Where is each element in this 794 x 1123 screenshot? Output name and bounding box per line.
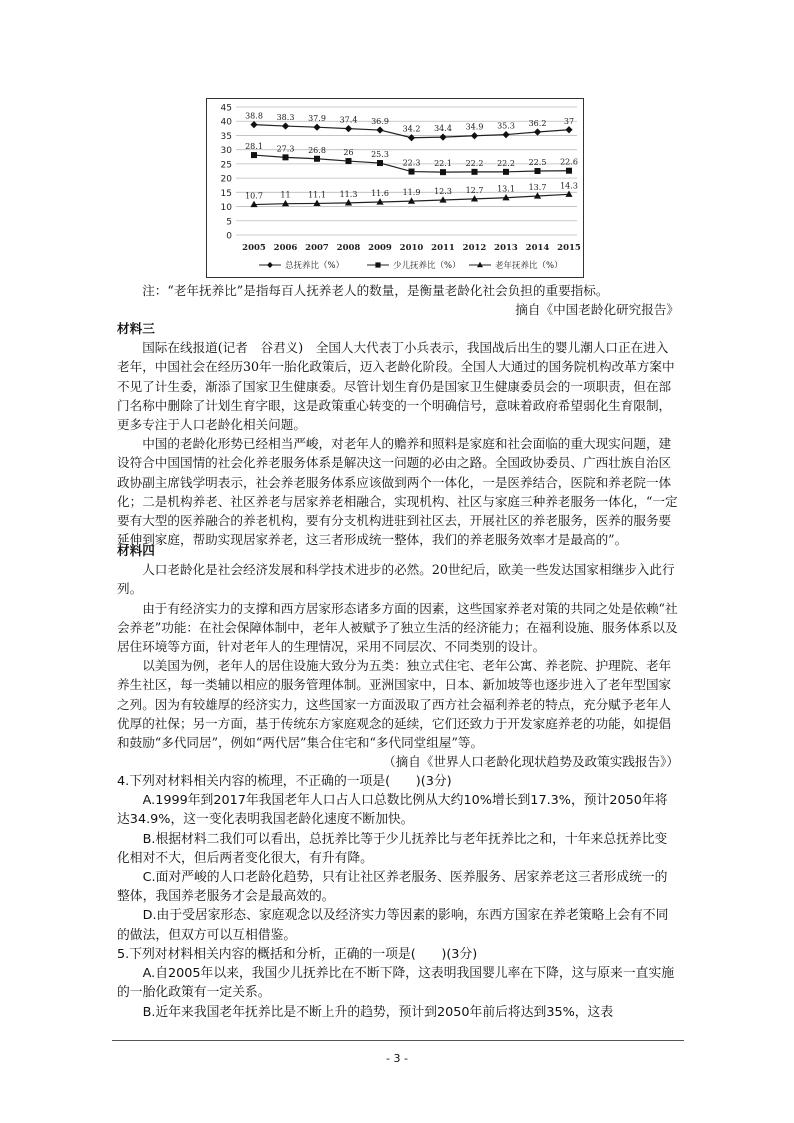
data-point: [502, 131, 509, 138]
data-label: 22.5: [528, 158, 547, 167]
legend-marker: [375, 262, 380, 267]
data-point: [472, 169, 478, 175]
x-tick-label: 2009: [368, 243, 392, 253]
question-5-option-a: A.自2005年以来，我国少儿抚养比在不断下降，这表明我国婴儿率在下降，这与原来一直实施的一胎化政策有一定关系。: [117, 966, 675, 1001]
data-point: [440, 169, 446, 175]
data-label: 22.3: [402, 158, 421, 168]
data-label: 36.2: [528, 119, 547, 129]
data-label: 11.1: [308, 190, 326, 200]
data-label: 34.9: [465, 122, 484, 132]
y-tick-label: 15: [220, 188, 232, 199]
data-point: [471, 132, 478, 139]
page-number: - 3 -: [386, 1052, 408, 1065]
y-tick-label: 30: [220, 146, 232, 157]
data-label: 37: [563, 116, 575, 126]
data-label: 34.4: [434, 124, 452, 134]
data-point: [377, 160, 383, 166]
data-label: 22.2: [465, 158, 484, 168]
data-label: 22.2: [497, 158, 515, 168]
data-point: [346, 158, 352, 164]
data-label: 36.9: [371, 117, 389, 127]
chart-note: 注：“老年抚养比”是指每百人抚养老人的数量，是衡量老龄化社会负担的重要指标。: [142, 283, 609, 298]
y-tick-label: 5: [226, 217, 232, 228]
data-label: 22.1: [434, 159, 452, 169]
data-point: [439, 134, 446, 141]
y-tick-label: 40: [220, 117, 232, 128]
legend-marker: [267, 262, 273, 268]
question-4: [117, 772, 679, 945]
x-tick-label: 2013: [494, 243, 518, 253]
x-tick-label: 2014: [525, 243, 550, 253]
data-label: 38.8: [245, 111, 263, 121]
y-tick-label: 0: [226, 231, 232, 242]
data-point: [565, 191, 572, 197]
material-four: [117, 541, 679, 771]
data-label: 11.3: [339, 189, 358, 199]
data-point: [314, 156, 320, 162]
y-tick-label: 35: [220, 131, 232, 142]
data-label: 12.3: [434, 187, 452, 197]
chart-source: 摘自《中国老龄化研究报告》: [515, 302, 679, 318]
data-point: [313, 124, 320, 131]
x-tick-label: 2010: [399, 243, 424, 253]
data-label: 35.3: [497, 121, 515, 131]
data-point: [251, 152, 257, 158]
data-point: [565, 126, 572, 133]
data-point: [376, 126, 383, 133]
data-point: [282, 122, 289, 129]
y-tick-label: 25: [220, 160, 232, 171]
x-tick-label: 2006: [273, 243, 298, 253]
data-point: [283, 154, 289, 160]
material-three-para-1: 国际在线报道(记者 谷君义) 全国人大代表丁小兵表示，我国战后出生的婴儿潮人口正在进入老年，中国社会在经历30年一胎化政策后，迈入老龄化阶段。全国人大通过的国务院机构改革方案中不见了计生委，渐添了国家卫生健康委。尽管计划生育仍是国家卫生健康委员会的一项职责，但在部门名称中删除了计划生育字眼，这是政策重心转变的一个明确信号，意味着政府希望弱化生育限制，更多专注于人口老龄化相关问题。: [117, 340, 675, 433]
material-four-para-3: 以美国为例，老年人的居住设施大致分为五类：独立式住宅、老年公寓、养老院、护理院、老年养生社区，每一类辅以相应的服务管理体制。亚洲国家中，日本、新加坡等也逐步进入了老年型国家之列。因为有较雄厚的经济实力，这些国家一方面汲取了西方社会福利养老的特点，充分赋予老年人优厚的社保；另一方面，基于传统东方家庭观念的延续，它们还致力于开发家庭养老的功能，如提倡和鼓励“多代同居”，例如“两代居”集合住宅和“多代同堂组屋”等。: [117, 658, 672, 751]
x-tick-label: 2007: [305, 243, 329, 253]
data-label: 13.7: [528, 183, 547, 193]
data-label: 14.3: [560, 181, 578, 191]
x-tick-label: 2012: [462, 243, 487, 253]
x-tick-label: 2011: [431, 243, 455, 253]
y-tick-label: 10: [220, 203, 232, 214]
question-5-stem: 5.下列对材料相关内容的概括和分析，正确的一项是( )(3分): [117, 947, 478, 962]
data-label: 26.8: [308, 145, 326, 155]
data-point: [409, 169, 415, 175]
data-label: 10.7: [245, 191, 263, 201]
x-tick-label: 2005: [242, 243, 266, 253]
data-point: [250, 121, 257, 128]
question-4-option-b: B.根据材料二我们可以看出，总抚养比等于少儿抚养比与老年抚养比之和，十年来总抚养比变化相对不大，但后两者变化很大，有升有降。: [117, 831, 668, 866]
material-four-title: 材料四: [117, 543, 155, 558]
data-label: 12.7: [465, 185, 484, 195]
material-four-para-2: 由于有经济实力的支撑和西方居家形态诸多方面的因素，这些国家养老对策的共同之处是依赖“社会养老”功能：在社会保障体制中，老年人被赋予了独立生活的经济能力；在福利设施、服务体系以及居住环境等方面，针对老年人的生理情况，采用不同层次、不同类别的设计。: [117, 600, 678, 655]
material-three: [117, 319, 679, 549]
question-4-stem: 4.下列对材料相关内容的梳理，不正确的一项是( )(3分): [117, 774, 452, 789]
data-label: 22.6: [560, 157, 578, 167]
data-point: [534, 128, 541, 135]
data-label: 38.3: [276, 113, 295, 123]
x-tick-label: 2015: [557, 243, 581, 253]
data-label: 37.4: [339, 115, 358, 125]
x-tick-label: 2008: [336, 243, 361, 253]
chart-note-block: [117, 281, 679, 319]
data-label: 11: [280, 190, 291, 200]
material-three-para-2: 中国的老龄化形势已经相当严峻，对老年人的赡养和照料是家庭和社会面临的重大现实问题，建设符合中国国情的社会化养老服务体系是解决这一问题的必由之路。全国政协委员、广西壮族自治区政协副主席钱学明表示，社会养老服务体系应该做到两个一体化，一是医养结合，医院和养老院一体化；二是机构养老、社区养老与居家养老相融合，实现机构、社区与家庭三种养老服务一体化，“一定要有大型的医养融合的养老机构，要有分支机构进驻到社区去，开展社区的养老服务，医养的服务要延伸到家庭，帮助实现居家养老，这三者形成统一整体，我们的养老服务效率才是最高的”。: [117, 436, 678, 548]
question-5-option-b: B.近年来我国老年抚养比是不断上升的趋势，预计到2050年前后将达到35%，这表: [142, 1004, 614, 1020]
data-label: 13.1: [497, 184, 515, 194]
material-three-title: 材料三: [117, 321, 155, 336]
material-four-para-1: 人口老龄化是社会经济发展和科学技术进步的必然。20世纪后，欧美一些发达国家相继步入此行列。: [117, 562, 675, 597]
data-point: [566, 168, 572, 174]
data-label: 27.3: [276, 144, 295, 154]
data-label: 28.1: [245, 142, 263, 152]
data-label: 25.3: [371, 150, 389, 160]
data-point: [345, 125, 352, 132]
line-chart-svg: [207, 99, 583, 277]
legend-label: 老年抚养比（%）: [495, 261, 563, 271]
data-point: [503, 169, 509, 175]
dependency-ratio-chart: [206, 98, 584, 278]
question-4-option-a: A.1999年到2017年我国老年人口占人口总数比例从大约10%增长到17.3%，预计2050年将达34.9%，这一变化表明我国老龄化速度不断加快。: [117, 793, 668, 828]
question-4-option-c: C.面对严峻的人口老龄化趋势，只有让社区养老服务、医养服务、居家养老这三者形成统一的整体，我国养老服务才会是最高效的。: [117, 870, 668, 905]
data-label: 11.6: [371, 189, 389, 199]
legend-label: 总抚养比（%）: [285, 261, 345, 271]
legend-label: 少儿抚养比（%）: [393, 261, 461, 271]
data-label: 34.2: [402, 124, 421, 134]
material-four-source: （摘自《世界人口老龄化现状趋势及政策实践报告》）: [383, 754, 679, 770]
data-label: 37.9: [308, 114, 326, 124]
question-4-option-d: D.由于受居家形态、家庭观念以及经济实力等因素的影响，东西方国家在养老策略上会有不同的做法，但双方可以互相借鉴。: [117, 908, 669, 943]
y-tick-label: 45: [220, 103, 232, 114]
data-point: [535, 168, 541, 174]
data-label: 26: [343, 148, 354, 158]
footer-divider: [112, 1040, 684, 1041]
data-label: 11.9: [402, 188, 421, 198]
y-tick-label: 20: [220, 174, 232, 185]
question-5: [117, 945, 679, 1022]
